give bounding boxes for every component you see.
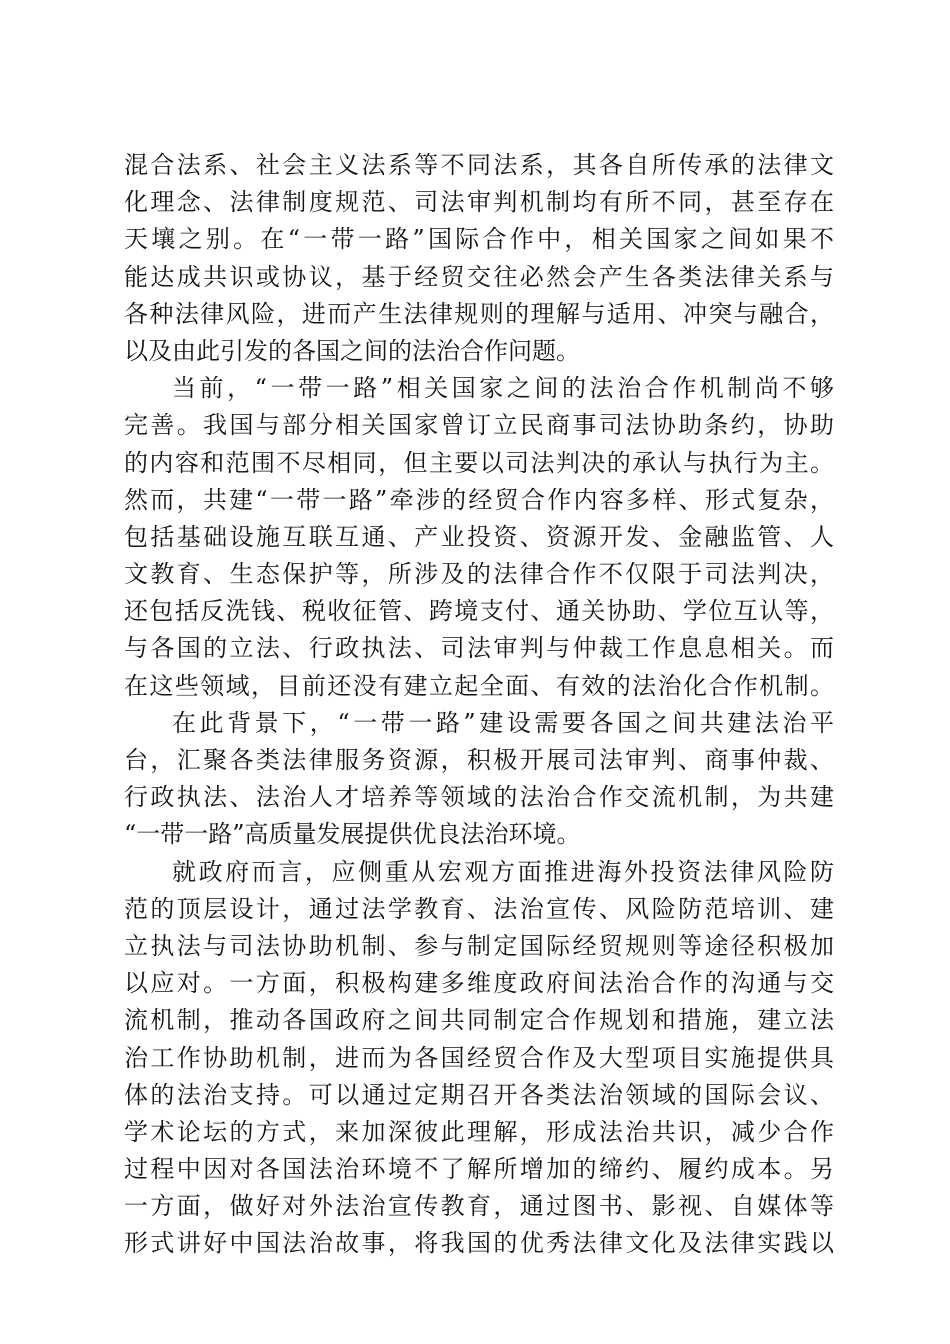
text-line: 各种法律风险，进而产生法律规则的理解与适用、冲突与融合， <box>124 299 834 328</box>
document-body <box>124 147 834 1263</box>
text-line: 以及由此引发的各国之间的法治合作问题。 <box>124 336 580 365</box>
text-line: 体的法治支持。可以通过定期召开各类法治领域的国际会议、 <box>124 1080 834 1109</box>
text-line: 治工作协助机制，进而为各国经贸合作及大型项目实施提供具 <box>124 1043 834 1072</box>
text-line: 流机制，推动各国政府之间共同制定合作规划和措施，建立法 <box>124 1006 834 1035</box>
text-line: 的内容和范围不尽相同，但主要以司法判决的承认与执行为主。 <box>124 448 834 477</box>
text-line: 行政执法、法治人才培养等领域的法治合作交流机制，为共建 <box>124 783 834 812</box>
text-line: 化理念、法律制度规范、司法审判机制均有所不同，甚至存在 <box>124 188 834 217</box>
text-line: 在此背景下，“一带一路”建设需要各国之间共建法治平 <box>172 708 834 737</box>
text-line: 混合法系、社会主义法系等不同法系，其各自所传承的法律文 <box>124 151 834 179</box>
text-line: 以应对。一方面，积极构建多维度政府间法治合作的沟通与交 <box>124 969 834 998</box>
text-line: 与各国的立法、行政执法、司法审判与仲裁工作息息相关。而 <box>124 634 834 663</box>
text-line: 完善。我国与部分相关国家曾订立民商事司法协助条约，协助 <box>124 411 834 440</box>
text-line: “一带一路”高质量发展提供优良法治环境。 <box>124 820 581 849</box>
text-line: 立执法与司法协助机制、参与制定国际经贸规则等途径积极加 <box>124 931 834 960</box>
text-line: 天壤之别。在“一带一路”国际合作中，相关国家之间如果不 <box>124 225 834 254</box>
text-line: 当前，“一带一路”相关国家之间的法治合作机制尚不够 <box>172 374 834 403</box>
text-line: 台，汇聚各类法律服务资源，积极开展司法审判、商事仲裁、 <box>124 746 834 774</box>
text-line: 在这些领域，目前还没有建立起全面、有效的法治化合作机制。 <box>124 671 834 700</box>
text-line: 文教育、生态保护等，所涉及的法律合作不仅限于司法判决， <box>124 560 834 589</box>
text-line: 形式讲好中国法治故事，将我国的优秀法律文化及法律实践以 <box>124 1229 834 1258</box>
text-line: 范的顶层设计，通过法学教育、法治宣传、风险防范培训、建 <box>124 894 834 923</box>
text-line: 过程中因对各国法治环境不了解所增加的缔约、履约成本。另 <box>124 1155 834 1184</box>
text-line: 然而，共建“一带一路”牵涉的经贸合作内容多样、形式复杂， <box>124 485 834 514</box>
text-line: 就政府而言，应侧重从宏观方面推进海外投资法律风险防 <box>172 857 834 886</box>
paragraph-government <box>124 854 834 1263</box>
text-line: 能达成共识或协议，基于经贸交往必然会产生各类法律关系与 <box>124 262 834 291</box>
text-line: 一方面，做好对外法治宣传教育，通过图书、影视、自媒体等 <box>124 1192 834 1221</box>
paragraph-cooperation-mechanism <box>124 370 834 705</box>
paragraph-background <box>124 705 834 854</box>
text-line: 包括基础设施互联互通、产业投资、资源开发、金融监管、人 <box>124 522 834 551</box>
text-line: 学术论坛的方式，来加深彼此理解，形成法治共识，减少合作 <box>124 1117 834 1146</box>
paragraph-legal-systems <box>124 147 834 370</box>
text-line: 还包括反洗钱、税收征管、跨境支付、通关协助、学位互认等， <box>124 597 834 626</box>
